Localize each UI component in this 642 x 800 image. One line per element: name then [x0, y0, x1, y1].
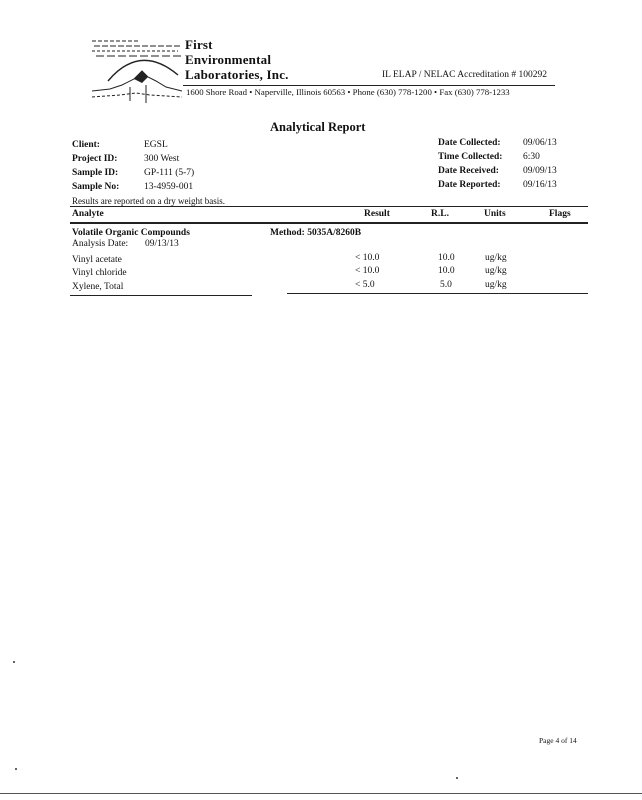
letterhead-rule	[183, 85, 555, 86]
sample-id-value: GP-111 (5-7)	[144, 168, 195, 178]
sample-no-value: 13-4959-001	[144, 182, 194, 192]
date-collected-value: 09/06/13	[523, 138, 557, 148]
project-id-value: 300 West	[144, 154, 180, 164]
column-header-analyte: Analyte	[72, 209, 104, 219]
row-units: ug/kg	[485, 253, 507, 263]
analysis-method: Method: 5035A/8260B	[270, 228, 362, 238]
row-units: ug/kg	[485, 280, 507, 290]
row-units: ug/kg	[485, 266, 507, 276]
client-label: Client:	[72, 140, 100, 150]
row-result: < 5.0	[355, 280, 375, 290]
table-bottom-rule-left	[70, 295, 252, 296]
time-collected-label: Time Collected:	[438, 152, 503, 162]
table-bottom-rule-right	[287, 293, 588, 294]
basis-note: Results are reported on a dry weight basis.	[72, 196, 225, 206]
lab-name-line-3: Laboratories, Inc.	[185, 67, 289, 82]
page-number: Page 4 of 14	[539, 736, 577, 745]
column-header-flags: Flags	[549, 209, 571, 219]
scan-bottom-edge	[0, 793, 642, 794]
analysis-date-value: 09/13/13	[145, 239, 179, 249]
column-header-units: Units	[484, 209, 506, 219]
accreditation-text: IL ELAP / NELAC Accreditation # 100292	[382, 70, 547, 80]
date-received-label: Date Received:	[438, 166, 499, 176]
date-collected-label: Date Collected:	[438, 138, 501, 148]
analysis-date-label: Analysis Date:	[72, 239, 129, 249]
row-rl: 5.0	[440, 280, 452, 290]
date-received-value: 09/09/13	[523, 166, 557, 176]
row-result: < 10.0	[355, 253, 380, 263]
row-rl: 10.0	[438, 253, 455, 263]
lab-name-line-1: First	[185, 37, 213, 52]
sample-no-label: Sample No:	[72, 182, 120, 192]
row-analyte: Xylene, Total	[72, 282, 124, 292]
lab-logo-icon	[90, 35, 182, 105]
row-analyte: Vinyl acetate	[72, 255, 122, 265]
row-analyte: Vinyl chloride	[72, 268, 127, 278]
table-top-rule	[70, 206, 588, 207]
lab-address: 1600 Shore Road • Naperville, Illinois 60563 • Phone (630) 778-1200 • Fax (630) 778-1233	[186, 87, 510, 97]
scan-speck	[13, 661, 15, 663]
column-header-result: Result	[364, 209, 390, 219]
date-reported-label: Date Reported:	[438, 180, 501, 190]
scan-speck	[15, 768, 17, 770]
scan-speck	[456, 777, 458, 779]
row-result: < 10.0	[355, 266, 380, 276]
project-id-label: Project ID:	[72, 154, 118, 164]
report-title: Analytical Report	[270, 120, 366, 134]
lab-name-line-2: Environmental	[185, 52, 272, 67]
analyte-group-name: Volatile Organic Compounds	[72, 228, 190, 238]
column-header-rl: R.L.	[431, 209, 449, 219]
client-value: EGSL	[144, 140, 168, 150]
date-reported-value: 09/16/13	[523, 180, 557, 190]
time-collected-value: 6:30	[523, 152, 540, 162]
row-rl: 10.0	[438, 266, 455, 276]
table-header-rule	[70, 222, 588, 224]
sample-id-label: Sample ID:	[72, 168, 119, 178]
